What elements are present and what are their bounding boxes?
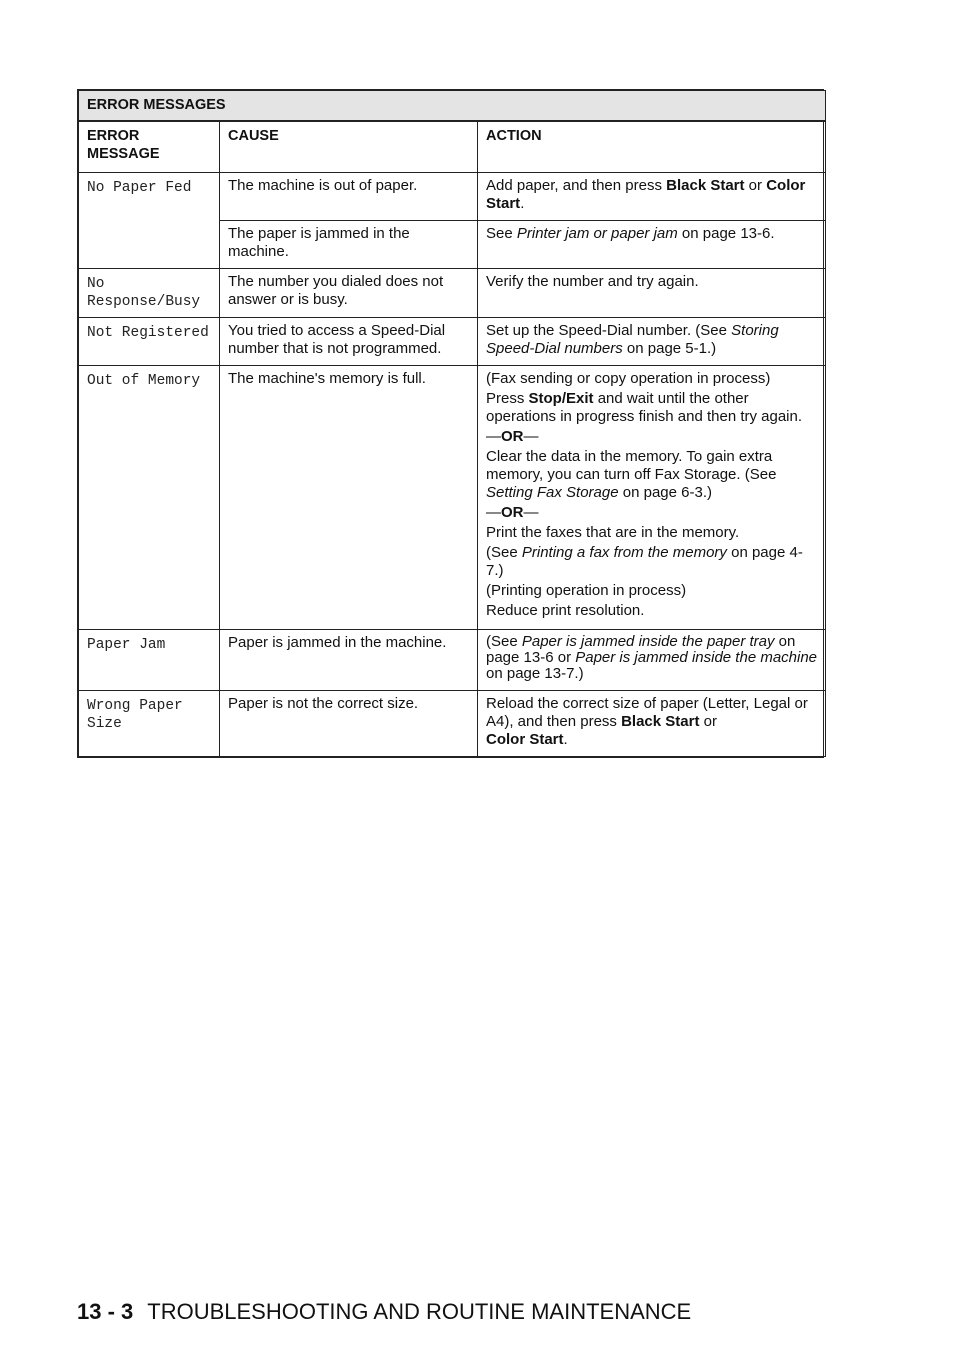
error-message-cell: Wrong Paper Size <box>79 691 220 757</box>
cause-cell: The number you dialed does not answer or is busy. <box>220 269 478 318</box>
header-cause: CAUSE <box>220 121 478 173</box>
action-line: Print the faxes that are in the memory. <box>486 524 740 541</box>
header-action: ACTION <box>478 121 826 173</box>
table-title: ERROR MESSAGES <box>79 91 826 122</box>
error-messages-table <box>77 89 824 758</box>
error-message-cell: Paper Jam <box>79 630 220 691</box>
cause-cell: You tried to access a Speed-Dial number that is not programmed. <box>220 318 478 366</box>
or-separator: —OR— <box>486 504 539 521</box>
cause-cell: Paper is not the correct size. <box>220 691 478 757</box>
cause-cell: Paper is jammed in the machine. <box>220 630 478 691</box>
page-number: 13 - 3 <box>77 1299 134 1324</box>
action-cell: Reload the correct size of paper (Letter, Legal or A4), and then press Black Start or Color Start. <box>478 691 826 757</box>
action-line: Press Stop/Exit and wait until the other operations in progress finish and then try again. <box>486 390 803 425</box>
cause-cell: The paper is jammed in the machine. <box>220 221 478 269</box>
action-cell <box>478 366 826 630</box>
action-cell: See Printer jam or paper jam on page 13-6. <box>478 221 826 269</box>
error-message-cell: Not Registered <box>79 318 220 366</box>
error-message-cell: No Response/Busy <box>79 269 220 318</box>
table-row <box>79 269 826 318</box>
or-separator: —OR— <box>486 428 539 445</box>
table-row <box>79 366 826 630</box>
cause-cell: The machine's memory is full. <box>220 366 478 630</box>
action-line: Clear the data in the memory. To gain extra memory, you can turn off Fax Storage. (See Setting Fax Storage on page 6-3.) <box>486 448 777 501</box>
action-line: (See Printing a fax from the memory on page 4-7.) <box>486 544 803 579</box>
action-cell: Add paper, and then press Black Start or Color Start. <box>478 173 826 221</box>
header-row <box>79 121 826 173</box>
action-cell: Set up the Speed-Dial number. (See Storing Speed-Dial numbers on page 5-1.) <box>478 318 826 366</box>
action-line: Reduce print resolution. <box>486 602 645 619</box>
table-row <box>79 691 826 757</box>
error-message-cell: Out of Memory <box>79 366 220 630</box>
table-row <box>79 173 826 221</box>
error-message-cell: No Paper Fed <box>79 173 220 269</box>
action-cell: (See Paper is jammed inside the paper tray on page 13-6 or Paper is jammed inside the machine on page 13-7.) <box>478 630 826 691</box>
table-row <box>79 630 826 691</box>
page-footer <box>77 1299 691 1325</box>
cause-cell: The machine is out of paper. <box>220 173 478 221</box>
action-line: (Printing operation in process) <box>486 582 687 599</box>
chapter-title: TROUBLESHOOTING AND ROUTINE MAINTENANCE <box>147 1299 692 1324</box>
header-error-message: ERROR MESSAGE <box>79 121 220 173</box>
action-cell: Verify the number and try again. <box>478 269 826 318</box>
table-row <box>79 318 826 366</box>
action-line: (Fax sending or copy operation in process) <box>486 370 771 387</box>
